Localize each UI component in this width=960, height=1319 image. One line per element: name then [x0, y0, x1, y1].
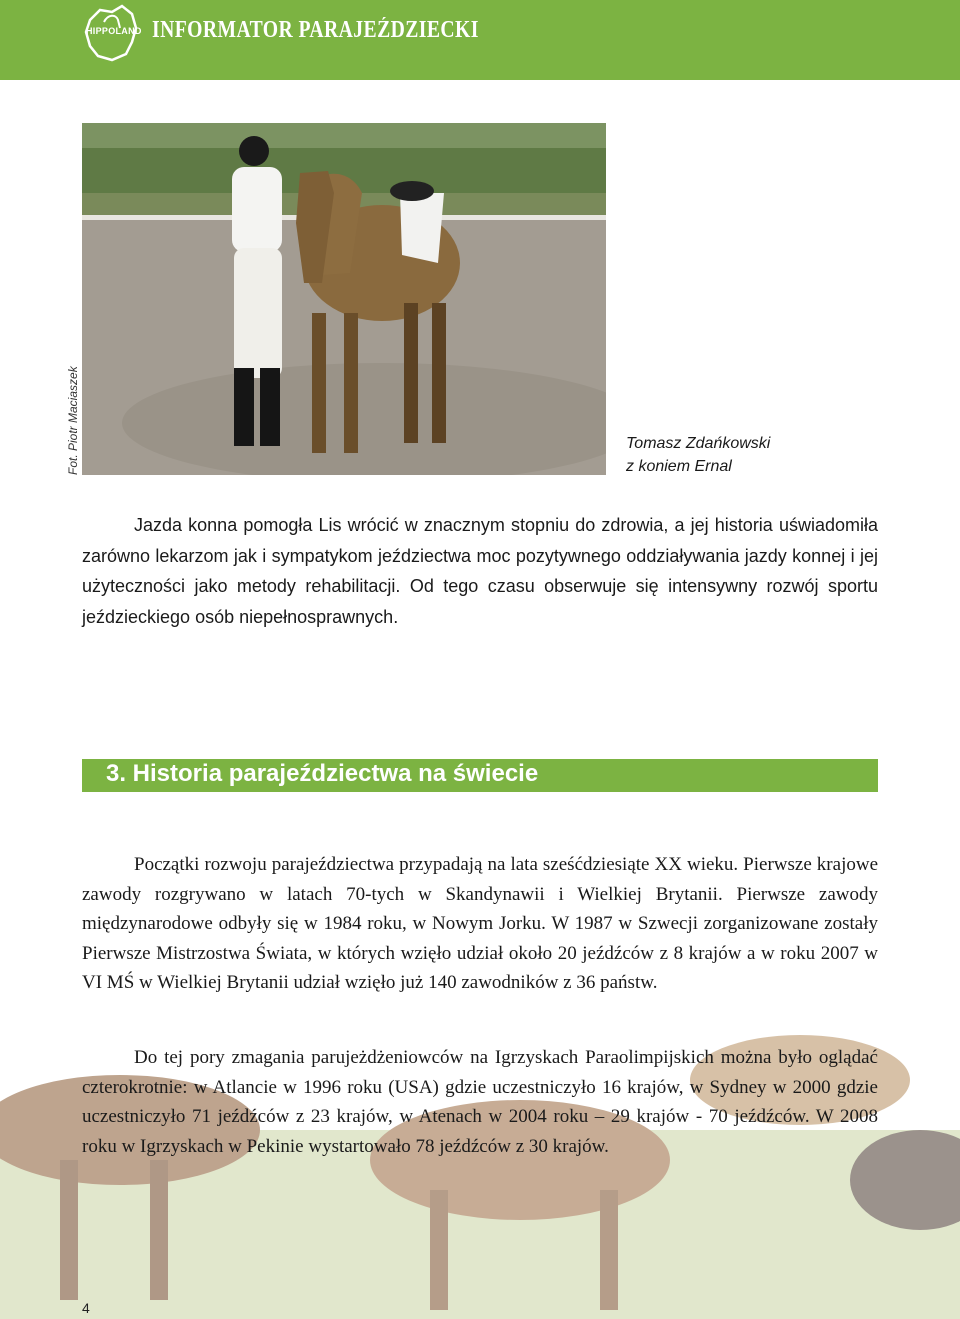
- section-heading: 3. Historia parajeździectwa na świecie: [106, 760, 539, 787]
- history-paragraph-2-text: Do tej pory zmagania parujeżdżeniowców na Igrzyskach Paraolimpijskich można było oglądać czterokrotnie: w Atlancie w 1996 roku (USA) gdzie uczestniczyło 16 krajów, w Sydney w 2000 gdzie uczestniczyło 71 jeźdźców z 23 krajów, w Atenach w 2004 roku – 29 krajów - 70 jeźdźców. W 2008 roku w Igrzyskach w Pekinie wystartowało 78 jeźdźców z 30 krajów.: [82, 1047, 878, 1157]
- photo-caption: [626, 432, 770, 478]
- horse-photo: [82, 123, 606, 475]
- intro-paragraph: [82, 510, 878, 632]
- page-header-title: INFORMATOR PARAJEŹDZIECKI: [152, 17, 479, 43]
- history-paragraph-1-text: Początki rozwoju parajeździectwa przypadają na lata sześćdziesiąte XX wieku. Pierwsze krajowe zawody rozgrywano w latach 70-tych w Skandynawii i Wielkiej Brytanii. Pierwsze zawody międzynarodowe odbyły się w 1984 roku, w Nowym Jorku. W 1987 w Szwecji zorganizowane zostały Pierwsze Mistrzostwa Świata, w których wzięło udział około 20 jeźdźców z 8 krajów a w roku 2007 w VI MŚ w Wielkiej Brytanii udział wzięło już 140 zawodników z 36 państw.: [82, 854, 878, 993]
- page-number: 4: [82, 1300, 90, 1316]
- photo-credit: Fot. Piotr Maciaszek: [66, 366, 80, 475]
- header-band: [0, 0, 960, 80]
- intro-paragraph-text: Jazda konna pomogła Lis wrócić w znacznym stopniu do zdrowia, a jej historia uświadomiła zarówno lekarzom jak i sympatykom jeździectwa moc pozytywnego oddziaływania jazdy konnej i jej użyteczności jako metody rehabilitacji. Od tego czasu obserwuje się intensywny rozwój sportu jeździeckiego osób niepełnosprawnych.: [82, 515, 878, 627]
- logo-text: HIPPOLAND: [86, 26, 142, 36]
- caption-line-2: z koniem Ernal: [626, 458, 732, 475]
- caption-line-1: Tomasz Zdańkowski: [626, 435, 771, 452]
- history-paragraph-1: [82, 850, 878, 998]
- history-paragraph-2: [82, 1043, 878, 1161]
